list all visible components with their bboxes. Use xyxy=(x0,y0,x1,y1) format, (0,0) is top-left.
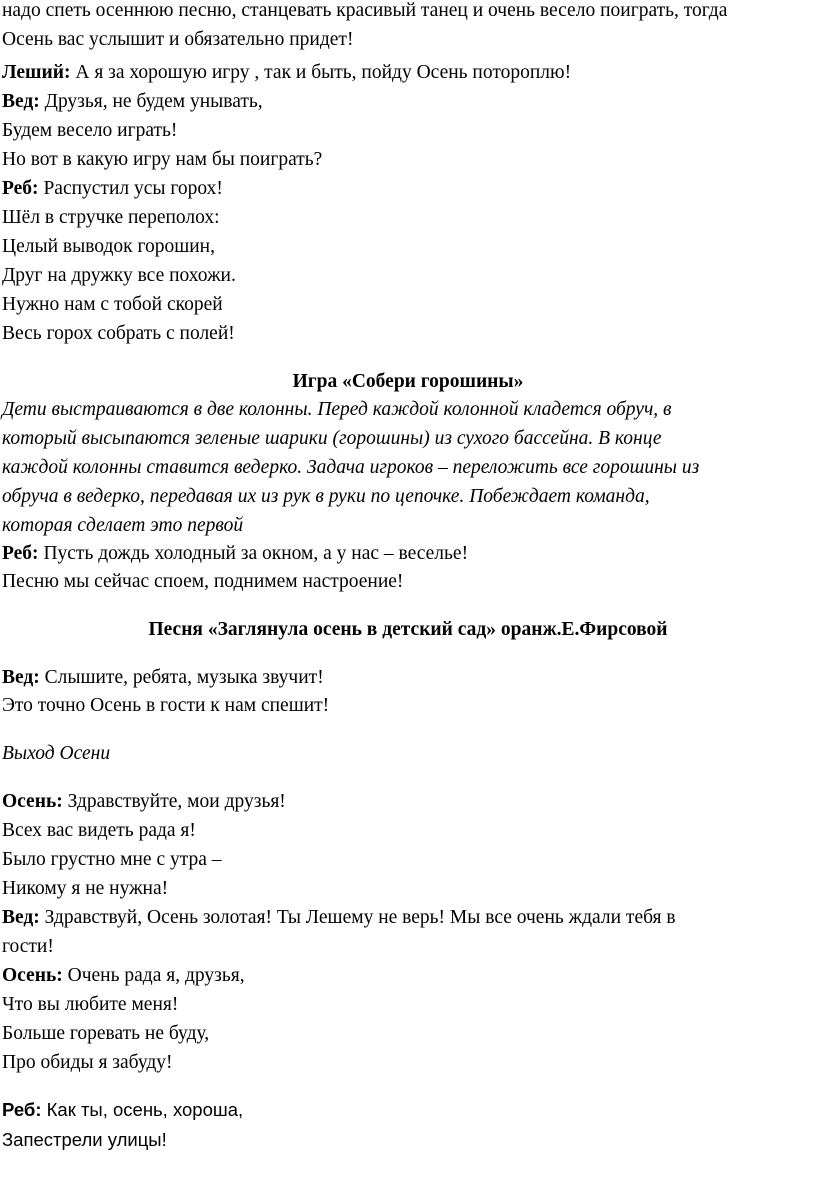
reb3-line-2: Запестрели улицы! xyxy=(2,1129,167,1150)
reb1-line-6: Весь горох собрать с полей! xyxy=(2,323,235,344)
speaker-label: Реб: xyxy=(2,1099,42,1120)
osen2-line-1 xyxy=(2,964,245,988)
osen2-line-2: Что вы любите меня! xyxy=(2,994,179,1015)
song-title: Песня «Заглянула осень в детский сад» оранж.Е.Фирсовой xyxy=(148,619,668,640)
speech-text: Здравствуйте, мои друзья! xyxy=(62,791,286,812)
intro-line-2: Осень вас услышит и обязательно придет! xyxy=(2,29,354,50)
ved1-line-3: Но вот в какую игру нам бы поиграть? xyxy=(2,149,323,170)
ved3-line-2: гости! xyxy=(2,936,54,957)
speech-text: Как ты, осень, хороша, xyxy=(41,1099,244,1120)
reb1-line-1 xyxy=(2,177,223,201)
reb1-line-3: Целый выводок горошин, xyxy=(2,236,215,257)
osen2-line-3: Больше горевать не буду, xyxy=(2,1023,210,1044)
game-description-line-3: каждой колонны ставится ведерко. Задача игроков – переложить все горошины из xyxy=(2,457,700,478)
speech-text: Распустил усы горох! xyxy=(38,178,223,199)
speaker-label: Реб: xyxy=(2,543,39,564)
reb2-line-1 xyxy=(2,542,468,566)
speech-text: Пусть дождь холодный за окном, а у нас – веселье! xyxy=(38,543,469,564)
ved1-line-2: Будем весело играть! xyxy=(2,120,178,141)
speech-text: Здравствуй, Осень золотая! Ты Лешему не верь! Мы все очень ждали тебя в xyxy=(39,907,676,928)
osen1-line-2: Всех вас видеть рада я! xyxy=(2,820,196,841)
speech-text: Друзья, не будем унывать, xyxy=(39,91,263,112)
speech-text: Очень рада я, друзья, xyxy=(62,965,245,986)
osen2-line-4: Про обиды я забуду! xyxy=(2,1052,173,1073)
intro-line-1: надо спеть осеннюю песню, станцевать красивый танец и очень весело поиграть, тогда xyxy=(2,0,728,21)
ved3-line-1 xyxy=(2,906,676,930)
osen1-line-3: Было грустно мне с утра – xyxy=(2,849,222,870)
speaker-label: Осень: xyxy=(2,965,63,986)
game-description-line-4: обруча в ведерко, передавая их из рук в руки по цепочке. Побеждает команда, xyxy=(2,486,650,507)
game-title: Игра «Собери горошины» xyxy=(292,371,524,392)
reb1-line-2: Шёл в стручке переполох: xyxy=(2,207,220,228)
speaker-label: Вед: xyxy=(2,667,40,688)
game-description-line-2: который высыпаются зеленые шарики (горошины) из сухого бассейна. В конце xyxy=(2,428,662,449)
leshiy-line xyxy=(2,61,571,85)
speaker-label: Вед: xyxy=(2,907,40,928)
ved2-line-1 xyxy=(2,666,324,690)
stage-direction: Выход Осени xyxy=(2,743,111,764)
speaker-label: Леший: xyxy=(2,62,71,83)
reb1-line-4: Друг на дружку все похожи. xyxy=(2,265,236,286)
ved2-line-2: Это точно Осень в гости к нам спешит! xyxy=(2,695,330,716)
speech-text: А я за хорошую игру , так и быть, пойду Осень потороплю! xyxy=(70,62,572,83)
speaker-label: Осень: xyxy=(2,791,63,812)
speech-text: Слышите, ребята, музыка звучит! xyxy=(39,667,324,688)
speaker-label: Вед: xyxy=(2,91,40,112)
osen1-line-1 xyxy=(2,790,286,814)
reb3-line-1 xyxy=(2,1098,243,1122)
ved1-line-1 xyxy=(2,90,263,114)
game-description-line-5: которая сделает это первой xyxy=(2,515,244,536)
reb2-line-2: Песню мы сейчас споем, поднимем настроение! xyxy=(2,571,404,592)
osen1-line-4: Никому я не нужна! xyxy=(2,878,169,899)
reb1-line-5: Нужно нам с тобой скорей xyxy=(2,294,223,315)
speaker-label: Реб: xyxy=(2,178,39,199)
game-description-line-1: Дети выстраиваются в две колонны. Перед каждой колонной кладется обруч, в xyxy=(2,399,672,420)
